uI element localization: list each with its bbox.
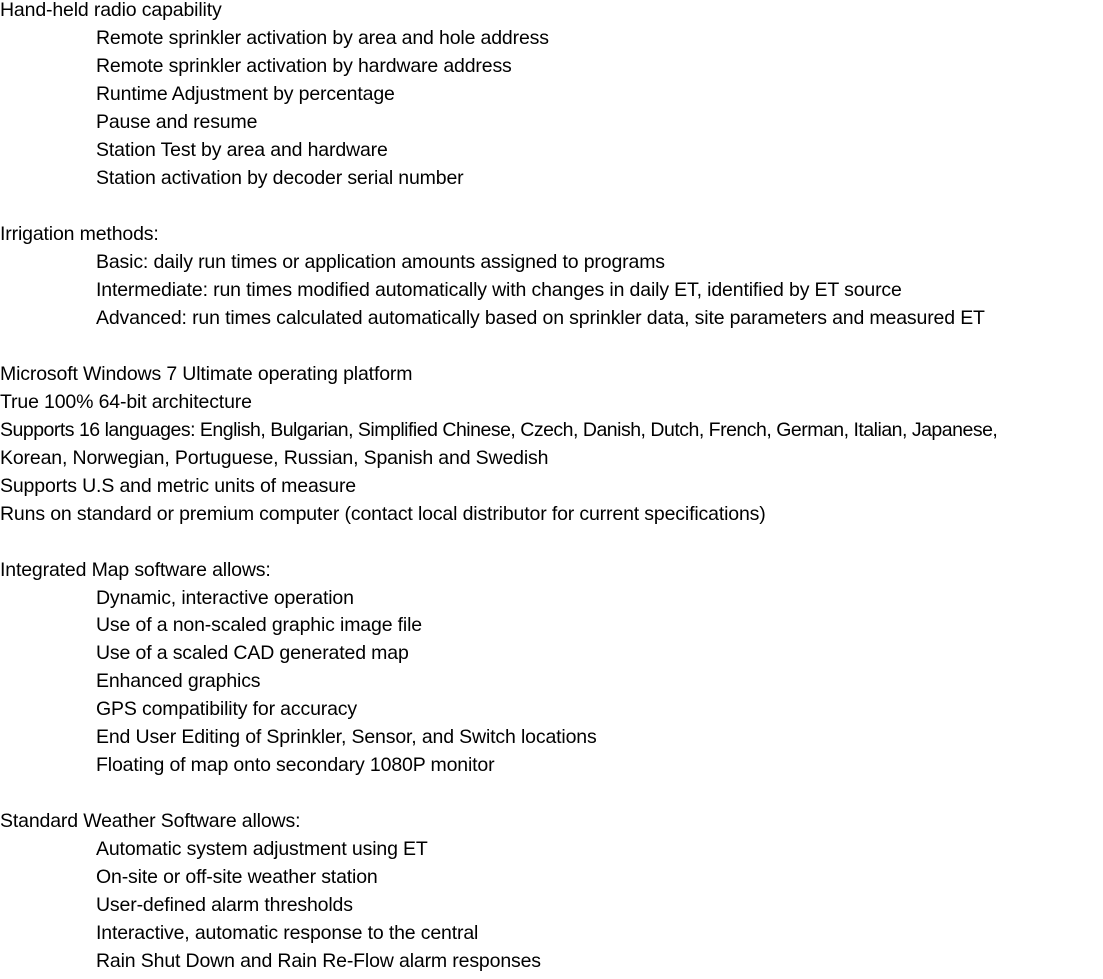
platform-line: True 100% 64-bit architecture [0, 391, 252, 413]
weather-item: User-defined alarm thresholds [96, 894, 353, 916]
irrigation-item: Intermediate: run times modified automatically with changes in daily ET, identified by ET source [96, 279, 902, 301]
hand-held-item: Runtime Adjustment by percentage [96, 83, 395, 105]
weather-item: Interactive, automatic response to the central [96, 922, 479, 944]
hand-held-item: Station activation by decoder serial number [96, 167, 464, 189]
irrigation-item: Basic: daily run times or application amounts assigned to programs [96, 251, 665, 273]
map-item: Floating of map onto secondary 1080P monitor [96, 754, 495, 776]
platform-line: Microsoft Windows 7 Ultimate operating platform [0, 363, 413, 385]
weather-item: On-site or off-site weather station [96, 866, 378, 888]
hand-held-item: Station Test by area and hardware [96, 139, 388, 161]
map-item: Use of a scaled CAD generated map [96, 642, 409, 664]
hand-held-heading: Hand-held radio capability [0, 0, 222, 21]
map-item: GPS compatibility for accuracy [96, 698, 358, 720]
map-item: Enhanced graphics [96, 670, 261, 692]
hand-held-item: Remote sprinkler activation by area and hole address [96, 27, 549, 49]
hand-held-item: Pause and resume [96, 111, 258, 133]
platform-line: Korean, Norwegian, Portuguese, Russian, Spanish and Swedish [0, 447, 549, 469]
map-heading: Integrated Map software allows: [0, 559, 271, 581]
platform-line: Supports U.S and metric units of measure [0, 475, 356, 497]
weather-item: Automatic system adjustment using ET [96, 838, 428, 860]
weather-heading: Standard Weather Software allows: [0, 810, 301, 832]
irrigation-heading: Irrigation methods: [0, 223, 159, 245]
map-item: Dynamic, interactive operation [96, 587, 354, 609]
weather-item: Rain Shut Down and Rain Re-Flow alarm responses [96, 950, 541, 972]
map-item: End User Editing of Sprinkler, Sensor, and Switch locations [96, 726, 597, 748]
hand-held-item: Remote sprinkler activation by hardware address [96, 55, 512, 77]
map-item: Use of a non-scaled graphic image file [96, 614, 422, 636]
platform-line: Supports 16 languages: English, Bulgarian, Simplified Chinese, Czech, Danish, Dutch, French, German, Italian, Japanese, [0, 419, 998, 441]
platform-line: Runs on standard or premium computer (contact local distributor for current specifications) [0, 503, 766, 525]
irrigation-item: Advanced: run times calculated automatically based on sprinkler data, site parameters and measured ET [96, 307, 985, 329]
